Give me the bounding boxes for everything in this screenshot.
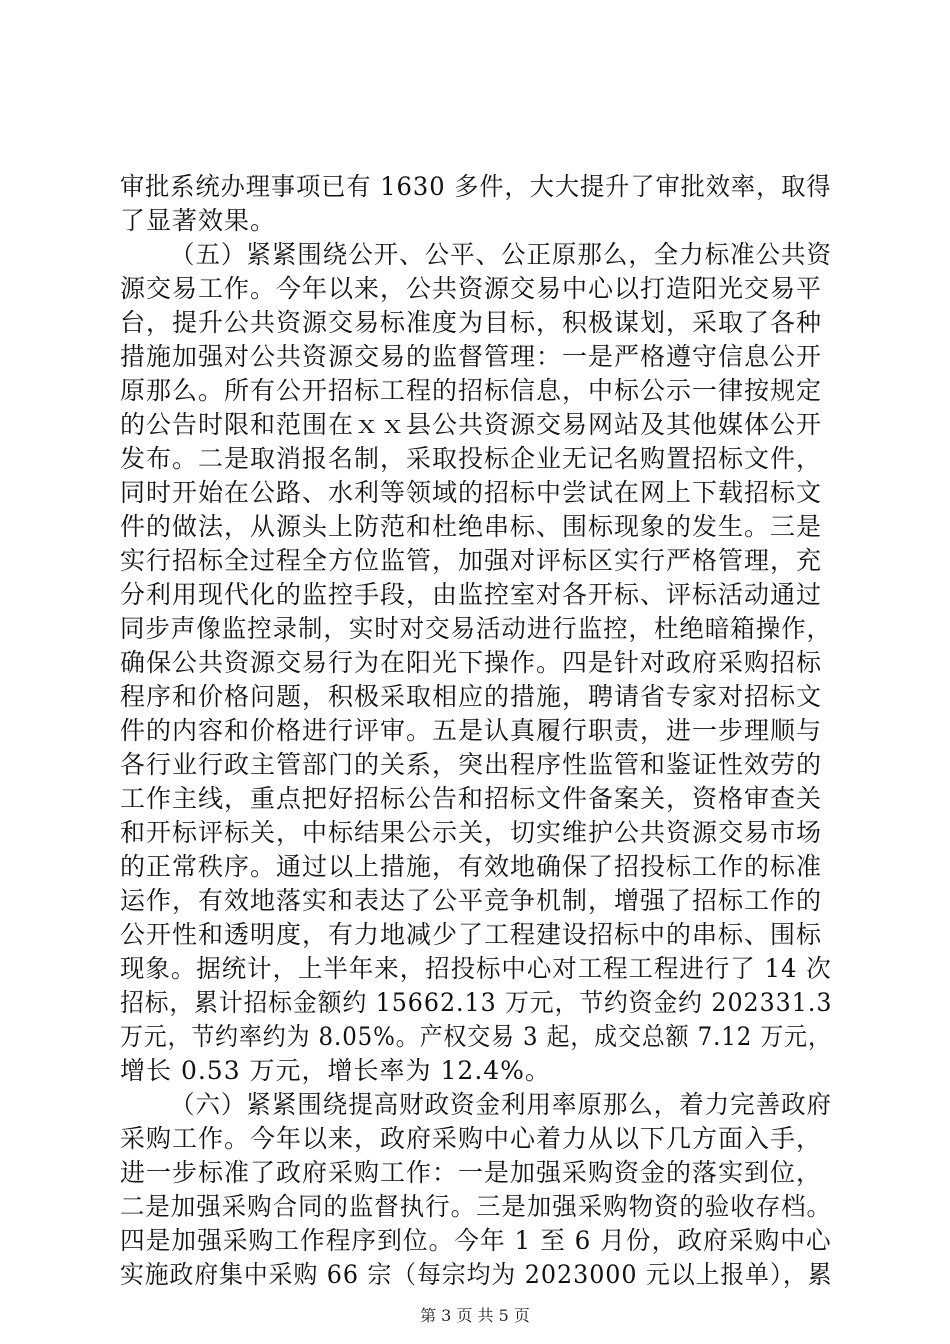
text-line: 工作主线，重点把好招标公告和招标文件备案关，资格审查关: [120, 784, 823, 813]
text-line: 万元，节约率约为 8.05%。产权交易 3 起，成交总额 7.12 万元，: [120, 1022, 832, 1051]
text-line: 审批系统办理事项已有 1630 多件，大大提升了审批效率，取得: [120, 172, 832, 201]
text-line: 实施政府集中采购 66 宗（每宗均为 2023000 元以上报单），累: [120, 1260, 833, 1289]
text-line: 件的做法，从源头上防范和杜绝串标、围标现象的发生。三是: [120, 512, 823, 541]
text-line: 运作，有效地落实和表达了公平竞争机制，增强了招标工作的: [120, 886, 823, 915]
text-line: 程序和价格问题，积极采取相应的措施，聘请省专家对招标文: [120, 682, 823, 711]
text-line: 源交易工作。今年以来，公共资源交易中心以打造阳光交易平: [120, 274, 823, 303]
paragraph-5-first-line: （五）紧紧围绕公开、公平、公正原那么，全力标准公共资: [170, 240, 833, 269]
page-number: 第 3 页 共 5 页: [420, 1306, 530, 1325]
text-line: 各行业行政主管部门的关系，突出程序性监管和鉴证性效劳的: [120, 750, 823, 779]
text-line: 台，提升公共资源交易标准度为目标，积极谋划，采取了各种: [120, 308, 823, 337]
text-line: 四是加强采购工作程序到位。今年 1 至 6 月份，政府采购中心: [120, 1226, 832, 1255]
page-footer: [0, 1306, 950, 1326]
text-line: 原那么。所有公开招标工程的招标信息，中标公示一律按规定: [120, 376, 823, 405]
text-line: 的正常秩序。通过以上措施，有效地确保了招投标工作的标准: [120, 852, 823, 881]
text-line: 采购工作。今年以来，政府采购中心着力从以下几方面入手，: [120, 1124, 823, 1153]
text-line: 的公告时限和范围在ｘｘ县公共资源交易网站及其他媒体公开: [120, 410, 823, 439]
text-line: 进一步标准了政府采购工作：一是加强采购资金的落实到位，: [120, 1158, 823, 1187]
text-line: 实行招标全过程全方位监管，加强对评标区实行严格管理，充: [120, 546, 823, 575]
text-line: 公开性和透明度，有力地减少了工程建设招标中的串标、围标: [120, 920, 823, 949]
text-line: 措施加强对公共资源交易的监督管理：一是严格遵守信息公开: [120, 342, 823, 371]
text-line: 了显著效果。: [120, 206, 277, 235]
paragraph-6-first-line: （六）紧紧围绕提高财政资金利用率原那么，着力完善政府: [170, 1090, 833, 1119]
text-line: 件的内容和价格进行评审。五是认真履行职责，进一步理顺与: [120, 716, 823, 745]
text-line: 招标，累计招标金额约 15662.13 万元，节约资金约 202331.3: [120, 988, 833, 1017]
text-line: 确保公共资源交易行为在阳光下操作。四是针对政府采购招标: [120, 648, 823, 677]
text-line: 同时开始在公路、水利等领域的招标中尝试在网上下载招标文: [120, 478, 823, 507]
text-line: 发布。二是取消报名制，采取投标企业无记名购置招标文件，: [120, 444, 823, 473]
text-line: 现象。据统计，上半年来，招投标中心对工程工程进行了 14 次: [120, 954, 832, 983]
text-line: 同步声像监控录制，实时对交易活动进行监控，杜绝暗箱操作，: [120, 614, 832, 643]
text-line: 增长 0.53 万元，增长率为 12.4%。: [120, 1056, 551, 1085]
text-line: 二是加强采购合同的监督执行。三是加强采购物资的验收存档。: [120, 1192, 832, 1221]
text-line: 和开标评标关，中标结果公示关，切实维护公共资源交易市场: [120, 818, 823, 847]
text-line: 分利用现代化的监控手段，由监控室对各开标、评标活动通过: [120, 580, 823, 609]
